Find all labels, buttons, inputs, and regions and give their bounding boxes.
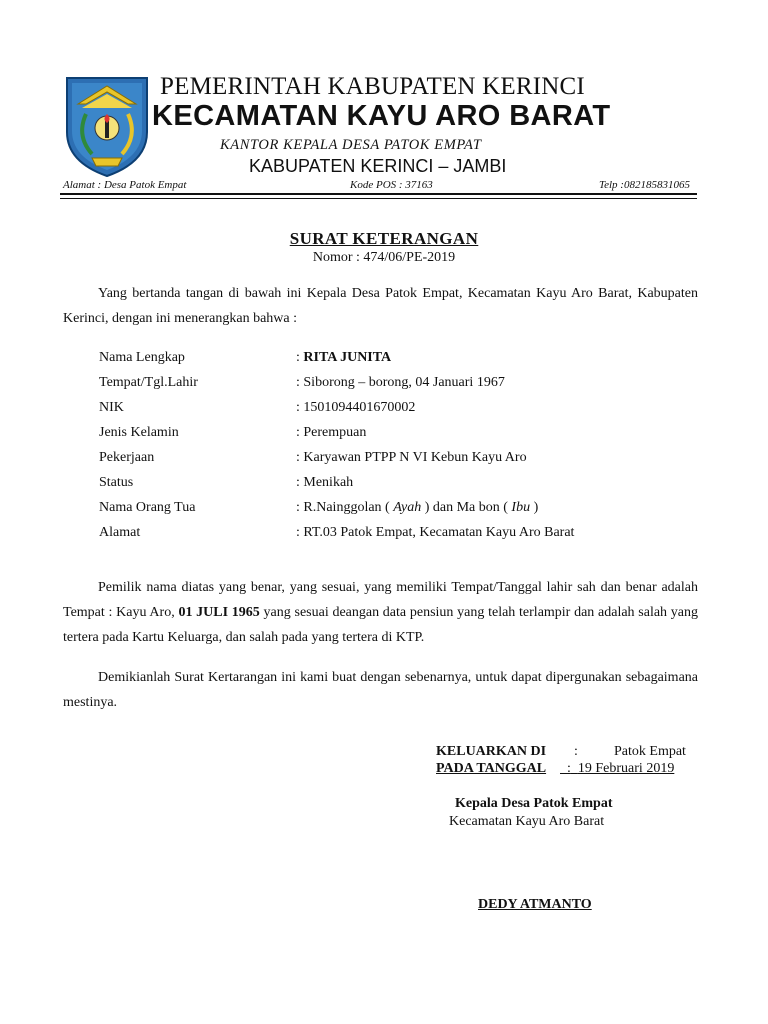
- signatory-position: Kepala Desa Patok Empat: [455, 796, 613, 811]
- statement-paragraph: Pemilik nama diatas yang benar, yang sesuai, yang memiliki Tempat/Tanggal lahir sah dan benar adalah Tempat : Kayu Aro, 01 JULI 1965 yang sesuai deangan data pensiun yang telah terlampir dan adalah salah yang tertera pada Kartu Keluarga, dan salah pada yang tertera di KTP.: [63, 580, 698, 645]
- field-value: : Menikah: [296, 475, 354, 490]
- field-label: NIK: [99, 400, 124, 415]
- field-row: [99, 450, 699, 472]
- signatory-name: DEDY ATMANTO: [478, 897, 592, 912]
- field-value: : 1501094401670002: [296, 400, 416, 415]
- intro-paragraph: [63, 281, 698, 331]
- field-row: [99, 500, 699, 522]
- field-row: [99, 350, 699, 372]
- issued-at-colon: :: [574, 744, 578, 759]
- issued-date-value: : 19 Februari 2019: [567, 761, 675, 776]
- letterhead-phone: Telp :082185831065: [599, 179, 690, 191]
- field-row: [99, 525, 699, 547]
- government-heading: PEMERINTAH KABUPATEN KERINCI: [160, 73, 585, 100]
- letterhead-postal-code: Kode POS : 37163: [350, 179, 433, 191]
- field-value: : Perempuan: [296, 425, 367, 440]
- field-row: [99, 475, 699, 497]
- field-value: : Siborong – borong, 04 Januari 1967: [296, 375, 505, 390]
- document-title: SURAT KETERANGAN: [289, 229, 479, 248]
- field-value: : R.Nainggolan ( Ayah ) dan Ma bon ( Ibu ): [296, 500, 539, 515]
- regency-heading: KABUPATEN KERINCI – JAMBI: [249, 156, 507, 176]
- field-label: Jenis Kelamin: [99, 425, 179, 440]
- document-number: Nomor : 474/06/PE-2019: [312, 250, 456, 265]
- letterhead-address: Alamat : Desa Patok Empat: [63, 179, 187, 191]
- intro-text: Yang bertanda tangan di bawah ini Kepala Desa Patok Empat, Kecamatan Kayu Aro Barat, Kabupaten Kerinci, dengan ini menerangkan bahwa :: [63, 286, 698, 326]
- signatory-district: Kecamatan Kayu Aro Barat: [449, 814, 605, 829]
- issued-at-label: KELUARKAN DI: [436, 744, 547, 759]
- correct-birth-date: 01 JULI 1965: [178, 605, 260, 620]
- field-row: [99, 400, 699, 422]
- kerinci-emblem-logo: [62, 74, 152, 178]
- field-label: Tempat/Tgl.Lahir: [99, 375, 198, 390]
- field-label: Pekerjaan: [99, 450, 155, 465]
- issued-at-value: Patok Empat: [614, 744, 686, 759]
- district-heading: KECAMATAN KAYU ARO BARAT: [152, 100, 611, 132]
- letterhead-divider-thick: [60, 193, 697, 195]
- closing-paragraph: Demikianlah Surat Kertarangan ini kami buat dengan sebenarnya, untuk dapat dipergunakan sebagaimana mestinya.: [63, 670, 698, 710]
- office-heading: KANTOR KEPALA DESA PATOK EMPAT: [220, 137, 482, 153]
- field-row: [99, 375, 699, 397]
- field-label: Nama Lengkap: [99, 350, 185, 365]
- field-row: [99, 425, 699, 447]
- field-label: Status: [99, 475, 134, 490]
- field-value: : Karyawan PTPP N VI Kebun Kayu Aro: [296, 450, 527, 465]
- field-value: : RT.03 Patok Empat, Kecamatan Kayu Aro Barat: [296, 525, 575, 540]
- letterhead-divider-thin: [60, 198, 697, 199]
- field-value: : RITA JUNITA: [296, 350, 392, 365]
- full-name-value: RITA JUNITA: [303, 350, 392, 365]
- issued-date-label: PADA TANGGAL: [436, 761, 547, 776]
- field-label: Nama Orang Tua: [99, 500, 196, 515]
- field-label: Alamat: [99, 525, 141, 540]
